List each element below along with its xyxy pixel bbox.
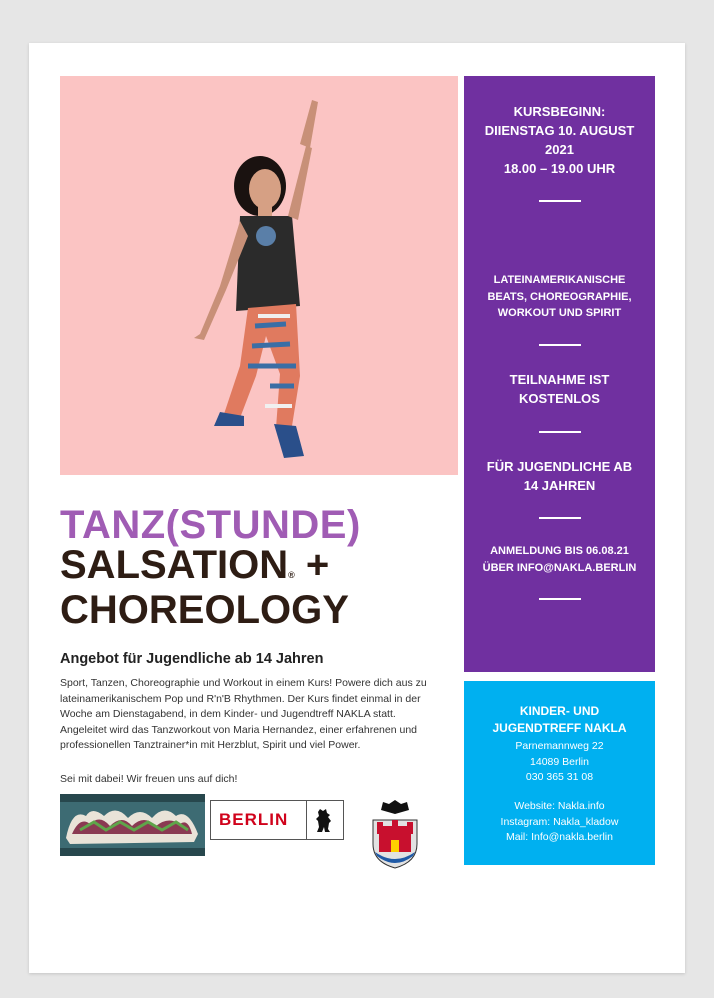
dancer-photo (60, 76, 458, 475)
contact-name (470, 703, 649, 737)
dancer-illustration (60, 76, 458, 475)
contact-name-line-1: KINDER- UND (519, 704, 600, 718)
berlin-logo-divider (306, 801, 307, 839)
beats-line-1: LATEINAMERIKANISCHE (493, 274, 626, 286)
headline-line-3: CHOREOLOGY (60, 588, 349, 632)
contact-name-line-2: JUGENDTREFF NAKLA (492, 721, 627, 735)
course-content-block (472, 272, 647, 322)
free-participation-block (472, 370, 647, 408)
spandau-crest (367, 800, 423, 870)
subheading: Angebot für Jugendliche ab 14 Jahren (60, 651, 324, 667)
free-line-2: KOSTENLOS (519, 391, 600, 406)
closing-text: Sei mit dabei! Wir freuen uns auf dich! (60, 773, 238, 785)
divider (539, 200, 581, 202)
course-start-block (472, 102, 647, 178)
beats-line-3: WORKOUT UND SPIRIT (497, 307, 622, 319)
contact-website[interactable]: Website: Nakla.info (514, 800, 605, 812)
signup-line-2: ÜBER INFO@NAKLA.BERLIN (482, 561, 637, 574)
nakla-graffiti-icon (60, 794, 205, 856)
headline-line-2 (60, 543, 329, 588)
headline-salsation: SALSATION (60, 543, 289, 587)
headline-line-1: TANZ(STUNDE) (60, 503, 361, 547)
signup-line-1: ANMELDUNG BIS 06.08.21 (490, 545, 629, 557)
coat-of-arms-icon (367, 800, 423, 870)
contact-address (470, 739, 649, 786)
signup-block (472, 543, 647, 576)
berlin-logo (210, 800, 344, 840)
age-line-2: 14 JAHREN (523, 478, 596, 493)
headline-plus: + (294, 543, 330, 587)
contact-online (470, 799, 649, 846)
body-line: professionellen Tanztrainer*in mit Herzblut, Spirit und viel Power. (60, 739, 361, 752)
berlin-bear-icon (312, 807, 336, 833)
course-start-time: 18.00 – 19.00 UHR (503, 161, 616, 176)
nakla-logo (60, 794, 205, 856)
body-line: Sport, Tanzen, Choreographie und Workout in einem Kurs! Powere dich aus zu (60, 677, 427, 689)
free-line-1: TEILNAHME IST (509, 372, 610, 387)
beats-line-2: BEATS, CHOREOGRAPHIE, (487, 290, 632, 303)
course-start-date: DIIENSTAG 10. AUGUST (484, 123, 635, 138)
body-line: lateinamerikanischem Pop und R'n'B Rhythmen. Der Kurs findet einmal in der (60, 692, 421, 705)
age-line-1: FÜR JUGENDLICHE AB (486, 459, 633, 474)
contact-box (464, 681, 655, 865)
divider (539, 598, 581, 600)
contact-street: Parnemannweg 22 (515, 740, 604, 752)
contact-city: 14089 Berlin (530, 755, 589, 768)
divider (539, 517, 581, 519)
contact-mail[interactable]: Mail: Info@nakla.berlin (506, 831, 613, 843)
registered-mark: ® (288, 570, 295, 580)
divider (539, 431, 581, 433)
contact-instagram[interactable]: Instagram: Nakla_kladow (500, 815, 619, 828)
berlin-logo-text: BERLIN (219, 810, 289, 829)
body-text (60, 676, 455, 754)
flyer-page (29, 43, 685, 973)
body-line: Angeleitet wird das Tanzworkout von Maria Hernandez, einer erfahrenen und (60, 723, 418, 736)
age-block (472, 457, 647, 495)
course-start-year: 2021 (545, 142, 574, 157)
course-info-box (464, 76, 655, 672)
body-line: Woche am Dienstagabend, in dem Kinder- und Jugendtreff NAKLA statt. (60, 708, 396, 721)
contact-phone: 030 365 31 08 (525, 771, 594, 783)
divider (539, 344, 581, 346)
course-start-label: KURSBEGINN: (513, 104, 606, 119)
